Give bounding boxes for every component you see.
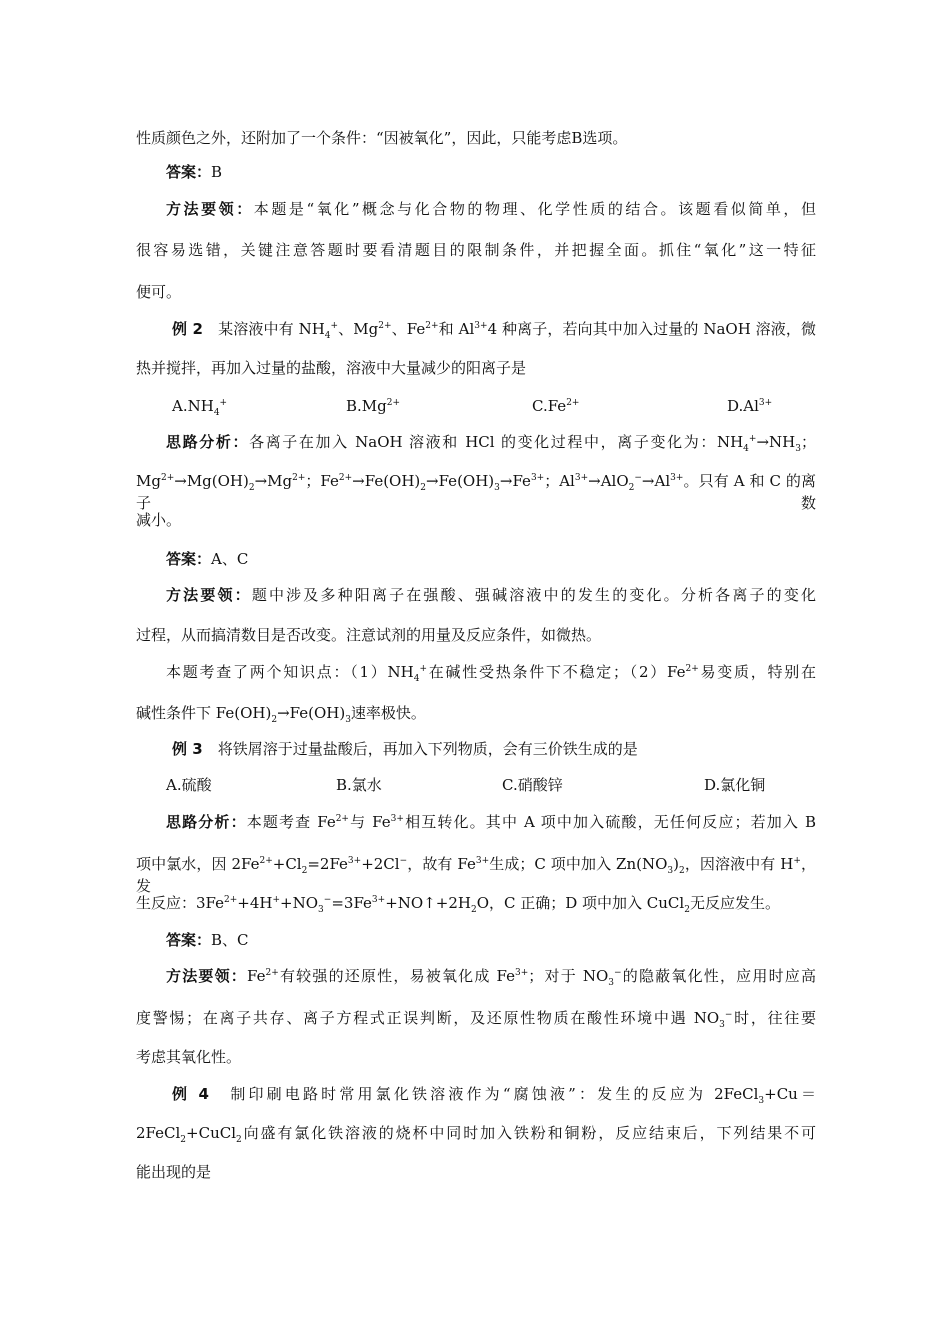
method-label: 方法要领： <box>166 200 254 218</box>
knowledge-line-1: 本题考查了两个知识点：$(1)NH_4^+$在碱性受热条件下不稳定；$(2)Fe^{2+}$易变质，特别在 <box>166 663 816 684</box>
answer-value: B、C <box>211 931 249 949</box>
example-2-line-1: 例 2 某溶液中有 $NH_4^+$、$Mg^{2+}$、$Fe^{2+}$和 $Al^{3+}4$ 种离子，若向其中加入过量的 NaOH 溶液，微 <box>172 320 817 341</box>
option-b: B.氯水 <box>336 776 382 794</box>
example-4-line-2: 2FeCl$_2$+CuCl$_2$向盛有氯化铁溶液的烧杯中同时加入铁粉和铜粉，反应结束后，下列结果不可 <box>136 1124 816 1145</box>
answer-3 <box>166 929 816 951</box>
answer-value: B <box>211 163 223 181</box>
option-d: $D.Al^{3+}$ <box>727 397 773 415</box>
analysis-3-line-2: 项中氯水，因 $2Fe^{2+}+Cl_2=2Fe^{3+}+2Cl^-$，故有 $Fe^{3+}$生成；C 项中加入 $Zn(NO_3)_2$，因溶液中有 H+，发 <box>136 855 817 895</box>
method-2-line-1: 方法要领：题中涉及多种阳离子在强酸、强碱溶液中的发生的变化。分析各离子的变化 <box>166 586 816 604</box>
method-2-line-2: 过程，从而搞清数目是否改变。注意试剂的用量及反应条件，如微热。 <box>136 626 602 644</box>
example-label: 例 2 <box>172 320 203 338</box>
option-c: C.硝酸锌 <box>502 776 563 794</box>
option-c: $C.Fe^{2+}$ <box>532 397 580 415</box>
option-a: $A.NH_4^+$ <box>172 397 228 418</box>
example-4-line-1: 例 4 制印刷电路时常用氯化铁溶液作为“腐蚀液”：发生的反应为 2FeCl$_3$+Cu＝ <box>172 1085 816 1106</box>
analysis-3-line-1: 思路分析：本题考查 $Fe^{2+}$与 $Fe^{3+}$相互转化。其中 A 项中加入硫酸，无任何反应；若加入 B <box>166 813 817 831</box>
analysis-label: 思路分析： <box>166 813 247 831</box>
example-label: 例 3 <box>172 740 203 758</box>
method-label: 方法要领： <box>166 586 252 604</box>
method-3-line-1: 方法要领：$Fe^{2+}$有较强的还原性，易被氧化成 $Fe^{3+}$；对于 $NO_3^-$的隐蔽氧化性，应用时应高 <box>166 967 816 988</box>
answer-2 <box>166 548 816 570</box>
knowledge-line-2: 碱性条件下 $Fe(OH)_2\to Fe(OH)_3$速率极快。 <box>136 704 426 725</box>
method-3-line-2: 度警惕；在离子共存、离子方程式正误判断，及还原性物质在酸性环境中遇 $NO_3^-$时，往往要 <box>136 1009 816 1030</box>
option-b: $B.Mg^{2+}$ <box>346 397 401 415</box>
example-4-line-3: 能出现的是 <box>136 1163 212 1181</box>
method-3-line-3: 考虑其氧化性。 <box>136 1048 242 1066</box>
example-3-line-1: 例 3 将铁屑溶于过量盐酸后，再加入下列物质，会有三价铁生成的是 <box>172 740 638 758</box>
method-1-line-1: 方法要领：本题是“氧化”概念与化合物的物理、化学性质的结合。该题看似简单，但 <box>166 200 816 218</box>
answer-label: 答案： <box>166 163 212 181</box>
text-line: 性质颜色之外，还附加了一个条件：“因被氧化”，因此，只能考虑B选项。 <box>136 129 628 147</box>
answer-label: 答案： <box>166 931 212 949</box>
example-label: 例 4 <box>172 1085 209 1103</box>
option-d: D.氯化铜 <box>704 776 766 794</box>
analysis-2-line-1: 思路分析：各离子在加入 NaOH 溶液和 HCl 的变化过程中，离子变化为：$NH_4^+\to NH_3$； <box>166 433 816 454</box>
method-label: 方法要领： <box>166 967 248 985</box>
analysis-2-line-2: $Mg^{2+}\to Mg(OH)_2\to Mg^{2+}$；$Fe^{2+}\to Fe(OH)_2\to Fe(OH)_3\to Fe^{3+}$；$Al^{3+}\to AlO_2^-\to Al^{3+}$。只有 A 和 C 的离子数 <box>136 472 816 512</box>
answer-label: 答案： <box>166 550 212 568</box>
method-1-line-2: 很容易选错，关键注意答题时要看清题目的限制条件，并把握全面。抓住“氧化”这一特征 <box>136 241 816 259</box>
answer-value: A、C <box>211 550 249 568</box>
analysis-2-line-3: 减小。 <box>136 511 182 529</box>
example-2-line-2: 热并搅拌，再加入过量的盐酸，溶液中大量减少的阳离子是 <box>136 359 527 377</box>
analysis-3-line-3: 生反应：$3Fe^{2+}+4H^++NO_3^-=3Fe^{3+}+NO↑+2H_2O$，C 正确；D 项中加入 CuCl$_2$无反应发生。 <box>136 894 780 915</box>
analysis-label: 思路分析： <box>166 433 250 451</box>
option-a: A.硫酸 <box>166 776 212 794</box>
answer-1 <box>166 161 816 183</box>
method-1-line-3: 便可。 <box>136 283 182 301</box>
